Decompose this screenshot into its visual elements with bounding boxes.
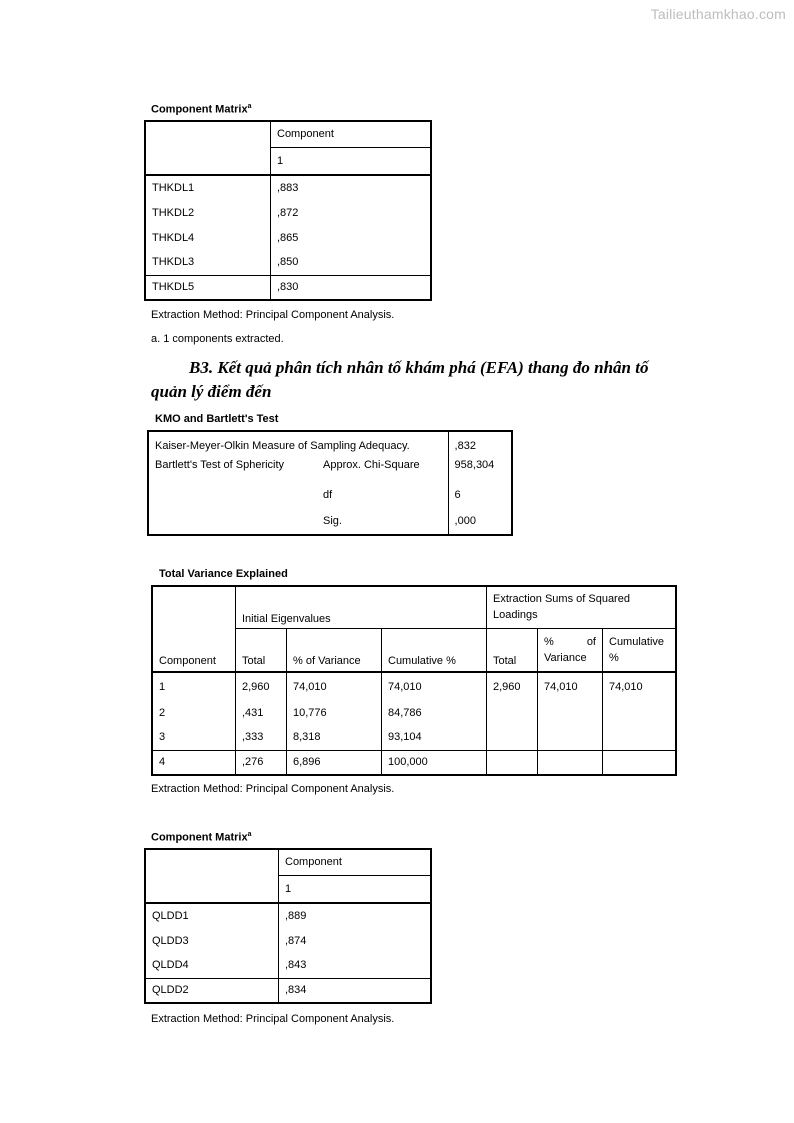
header-component: Component [271,121,432,147]
kmo-title: KMO and Bartlett's Test [155,413,279,425]
kmo-label: Kaiser-Meyer-Olkin Measure of Sampling Adequacy. [148,431,448,459]
header-number: 1 [277,154,284,167]
table-row: 3 ,333 8,318 93,104 [152,725,676,750]
table-row: QLDD2 ,834 [145,978,431,1003]
component-matrix-1-title: Component Matrix$^a$ [151,103,252,116]
header-number: 1 [285,882,292,895]
section-heading: B3. Kết quả phân tích nhân tố khám phá (EFA) thang đo nhân tố [189,358,649,377]
tve-note: Extraction Method: Principal Component Analysis. [151,783,395,795]
table-row: THKDL4 ,865 [145,225,431,250]
bartlett-label: Bartlett's Test of Sphericity [155,459,285,471]
kmo-value: ,832 [454,439,476,452]
kmo-table: Kaiser-Meyer-Olkin Measure of Sampling Adequacy. ,832 Bartlett's Test of Sphericity Approx. Chi-Square 958,304 df 6 Sig. ,000 [147,430,513,536]
table-row: QLDD4 ,843 [145,953,431,978]
component-matrix-1-table [144,120,432,301]
tve-table: Component Initial Eigenvalues Extraction Sums of Squared Loadings Total % of Variance Cumulative % Total % of Variance Cumulative % 1 2,960 74,010 74,010 2,960 74,010 74,010 2 ,431 10,776 84,786 3 ,333 8,318 93,104 4 ,276 6,896 100,000 [151,585,677,776]
component-matrix-2-title: Component Matrix$^a$ [151,831,252,844]
table-row: 2 ,431 10,776 84,786 [152,700,676,725]
extraction-note: Extraction Method: Principal Component Analysis. [151,309,395,321]
table-row: QLDD1 ,889 [145,903,431,928]
footnote: a. 1 components extracted. [151,333,284,345]
component-matrix-2-table [144,848,432,1004]
tve-title: Total Variance Explained [159,568,288,580]
section-heading-line2: quản lý điểm đến [151,382,272,401]
table-row: THKDL3 ,850 [145,250,431,275]
table-row: QLDD3 ,874 [145,928,431,953]
cm2-note: Extraction Method: Principal Component Analysis. [151,1013,395,1025]
table-row: THKDL2 ,872 [145,200,431,225]
header-component: Component [279,849,432,875]
table-row: THKDL1 ,883 [145,175,431,200]
table-row: 4 ,276 6,896 100,000 [152,750,676,775]
table-row: THKDL5 ,830 [145,275,431,300]
table-row: 1 2,960 74,010 74,010 2,960 74,010 74,010 [152,672,676,700]
watermark: Tailieuthamkhao.com [650,6,786,22]
